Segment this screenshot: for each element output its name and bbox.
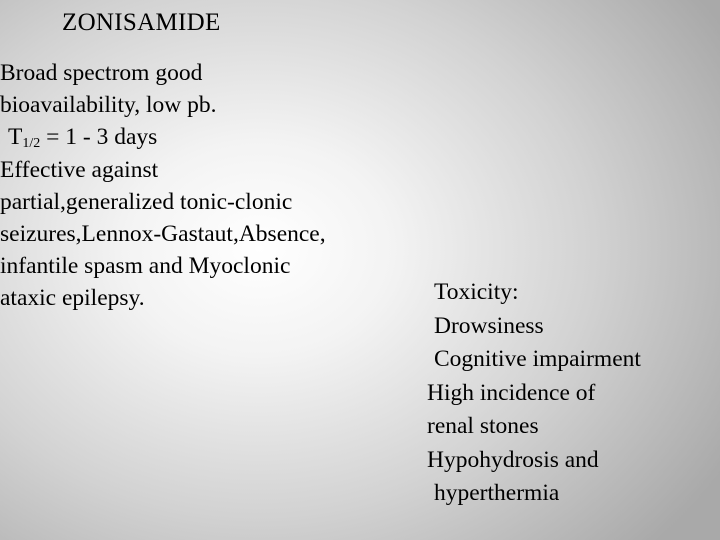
half-life-value: = 1 - 3 days — [46, 124, 158, 151]
toxicity-line: Hypohydrosis and — [427, 446, 599, 473]
description-line: seizures,Lennox-Gastaut,Absence, — [0, 221, 326, 248]
slide-title: ZONISAMIDE — [62, 9, 221, 36]
description-line: ataxic epilepsy. — [0, 285, 145, 312]
description-line: Broad spectrom good — [0, 60, 203, 86]
toxicity-line: Drowsiness — [434, 312, 544, 339]
description-line: partial,generalized tonic-clonic — [0, 188, 293, 215]
toxicity-line: Cognitive impairment — [434, 346, 641, 372]
toxicity-line: renal stones — [427, 413, 539, 439]
description-text-block — [0, 57, 400, 315]
description-line: bioavailability, low pb. — [0, 92, 217, 119]
toxicity-text-block — [425, 276, 715, 511]
half-life-line — [0, 121, 400, 153]
toxicity-line: High incidence of — [427, 379, 596, 406]
half-life-subscript: 1/2 — [22, 136, 41, 152]
description-line: Effective against — [0, 156, 159, 183]
half-life-symbol: T — [8, 124, 23, 151]
toxicity-line: hyperthermia — [434, 480, 560, 506]
description-line: infantile spasm and Myoclonic — [0, 253, 291, 280]
toxicity-heading: Toxicity: — [434, 279, 519, 305]
